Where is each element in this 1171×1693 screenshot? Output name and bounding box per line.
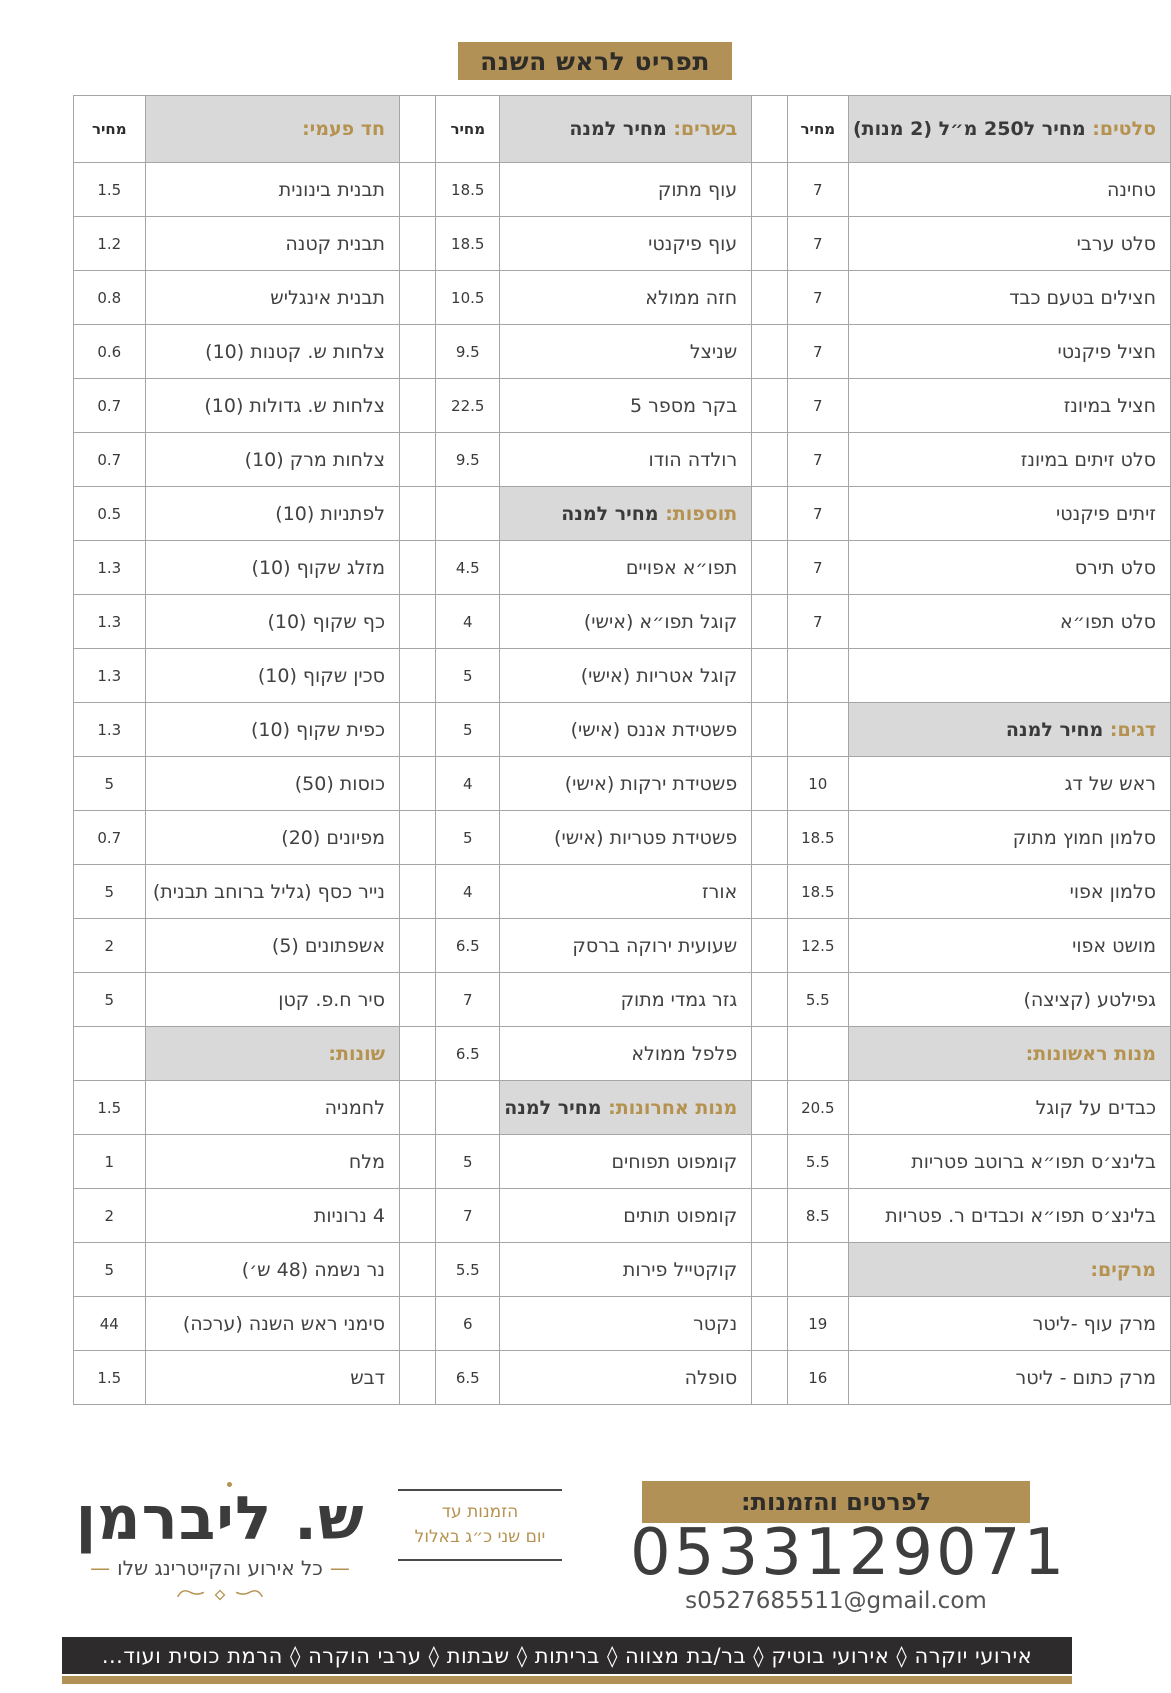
menu-item-name: קוגל תפו״א (אישי) <box>500 595 752 649</box>
menu-item-price: 18.5 <box>436 217 500 271</box>
menu-item-price: 0.7 <box>74 379 146 433</box>
table-row <box>74 649 1171 703</box>
table-row <box>74 865 1171 919</box>
menu-item-price: 0.5 <box>74 487 146 541</box>
menu-item-name: חציל במיונז <box>848 379 1170 433</box>
menu-item-price: 2 <box>74 919 146 973</box>
group-header-rest: מחיר למנה <box>569 118 674 140</box>
column-spacer <box>400 1351 436 1405</box>
menu-item-price: 4.5 <box>436 541 500 595</box>
menu-item-price: 7 <box>787 163 848 217</box>
menu-item-name: קוקטייל פירות <box>500 1243 752 1297</box>
menu-item-price: 1 <box>74 1135 146 1189</box>
menu-item-name: נקטר <box>500 1297 752 1351</box>
brand-block <box>70 1486 370 1608</box>
menu-item-name: קומפוט תפוחים <box>500 1135 752 1189</box>
menu-item-price: 7 <box>787 271 848 325</box>
column-spacer <box>752 757 787 811</box>
menu-item-price: 7 <box>787 487 848 541</box>
table-row <box>74 163 1171 217</box>
page-title: תפריט לראש השנה <box>458 42 732 80</box>
contact-banner: לפרטים והזמנות: <box>642 1481 1030 1523</box>
menu-item-name: סלט תפו״א <box>848 595 1170 649</box>
menu-item-price: 0.7 <box>74 433 146 487</box>
section-header <box>848 1027 1170 1081</box>
section-header-rest: מחיר למנה <box>504 1096 609 1119</box>
group-header-accent: חד פעמי: <box>302 118 386 140</box>
table-row <box>74 811 1171 865</box>
ornament-flourish-icon <box>70 1586 370 1608</box>
section-header-accent: דגים: <box>1109 718 1156 741</box>
menu-item-name: סלט ערבי <box>848 217 1170 271</box>
menu-item-name: מרק כתום - ליטר <box>848 1351 1170 1405</box>
menu-table-host <box>73 95 1171 1405</box>
menu-item-name: דבש <box>145 1351 399 1405</box>
menu-item-name: בלינצ׳ס תפו״א וכבדים ר. פטריות <box>848 1189 1170 1243</box>
menu-item-price: 5 <box>74 865 146 919</box>
column-spacer <box>752 1135 787 1189</box>
menu-item-price: 7 <box>436 973 500 1027</box>
orders-deadline-note <box>398 1489 562 1561</box>
menu-item-name: מרק עוף -ליטר <box>848 1297 1170 1351</box>
section-header-accent: תוספות: <box>665 502 738 525</box>
table-row <box>74 919 1171 973</box>
menu-item-price: 5 <box>74 1243 146 1297</box>
menu-item-name: סכין שקוף (10) <box>145 649 399 703</box>
menu-item-price: 16 <box>787 1351 848 1405</box>
column-spacer <box>400 649 436 703</box>
table-row <box>74 271 1171 325</box>
column-spacer <box>752 1351 787 1405</box>
column-spacer <box>400 487 436 541</box>
group-header-rest: מחיר ל250 מ״ל (2 מנות) <box>852 118 1093 140</box>
empty-name-cell <box>848 649 1170 703</box>
column-spacer <box>752 865 787 919</box>
column-spacer <box>752 919 787 973</box>
column-spacer <box>400 1297 436 1351</box>
menu-item-name: אורז <box>500 865 752 919</box>
column-spacer <box>752 271 787 325</box>
table-row <box>74 487 1171 541</box>
menu-item-price: 5 <box>436 811 500 865</box>
menu-item-price: 7 <box>787 217 848 271</box>
orders-deadline-line2: יום שני כ״ג באלול <box>414 1526 546 1547</box>
menu-item-price: 12.5 <box>787 919 848 973</box>
menu-item-name: גזר גמדי מתוק <box>500 973 752 1027</box>
menu-item-price: 1.5 <box>74 1351 146 1405</box>
menu-item-name: סופלה <box>500 1351 752 1405</box>
column-spacer <box>752 541 787 595</box>
column-spacer <box>752 1297 787 1351</box>
menu-item-price: 7 <box>436 1189 500 1243</box>
column-spacer <box>400 919 436 973</box>
column-spacer <box>752 1081 787 1135</box>
menu-item-name: מזלג שקוף (10) <box>145 541 399 595</box>
table-header-row <box>74 96 1171 163</box>
menu-item-name: פשטידת אננס (אישי) <box>500 703 752 757</box>
section-header-rest: מחיר למנה <box>561 502 666 525</box>
table-row <box>74 703 1171 757</box>
column-spacer <box>400 325 436 379</box>
menu-item-price: 20.5 <box>787 1081 848 1135</box>
menu-item-price: 6.5 <box>436 1027 500 1081</box>
table-row <box>74 1243 1171 1297</box>
menu-item-price: 10.5 <box>436 271 500 325</box>
menu-item-name: זיתים פיקנטי <box>848 487 1170 541</box>
menu-item-name: כוסות (50) <box>145 757 399 811</box>
menu-item-price: 5 <box>436 649 500 703</box>
menu-item-price: 8.5 <box>787 1189 848 1243</box>
menu-item-price: 5.5 <box>436 1243 500 1297</box>
gold-strip-decoration <box>62 1676 1072 1684</box>
column-spacer <box>400 96 436 163</box>
menu-item-price: 0.8 <box>74 271 146 325</box>
menu-item-name: קוגל אטריות (אישי) <box>500 649 752 703</box>
menu-item-name: סימני ראש השנה (ערכה) <box>145 1297 399 1351</box>
menu-item-price: 5 <box>74 757 146 811</box>
services-bar: אירועי יוקרה ◊ אירועי בוטיק ◊ בר/בת מצווה ◊ בריתות ◊ שבתות ◊ ערבי הוקרה ◊ הרמת כוסית ועוד... <box>62 1637 1072 1674</box>
group-header-salads <box>848 96 1170 163</box>
menu-item-price: 6.5 <box>436 919 500 973</box>
section-header-price-cell <box>787 1243 848 1297</box>
empty-price-cell <box>787 649 848 703</box>
section-header-price-cell <box>74 1027 146 1081</box>
menu-item-price: 18.5 <box>787 811 848 865</box>
menu-item-price: 5 <box>436 1135 500 1189</box>
column-spacer <box>400 811 436 865</box>
menu-item-price: 6.5 <box>436 1351 500 1405</box>
menu-item-price: 1.5 <box>74 163 146 217</box>
menu-item-name: נר נשמה (48 ש׳) <box>145 1243 399 1297</box>
menu-item-price: 2 <box>74 1189 146 1243</box>
menu-item-price: 5.5 <box>787 1135 848 1189</box>
menu-item-name: ראש של דג <box>848 757 1170 811</box>
price-column-header: מחיר <box>74 96 146 163</box>
menu-item-name: מושט אפוי <box>848 919 1170 973</box>
menu-item-price: 4 <box>436 595 500 649</box>
menu-item-price: 1.3 <box>74 703 146 757</box>
group-header-meats <box>500 96 752 163</box>
menu-table <box>73 95 1171 1405</box>
table-row <box>74 1027 1171 1081</box>
menu-item-name: אשפתונים (5) <box>145 919 399 973</box>
table-row <box>74 595 1171 649</box>
menu-item-name: עוף פיקנטי <box>500 217 752 271</box>
section-header <box>848 1243 1170 1297</box>
menu-item-name: סלמון חמוץ מתוק <box>848 811 1170 865</box>
section-header <box>500 1081 752 1135</box>
column-spacer <box>752 1027 787 1081</box>
menu-item-name: פשטידת ירקות (אישי) <box>500 757 752 811</box>
menu-item-name: חזה ממולא <box>500 271 752 325</box>
menu-item-price: 5 <box>74 973 146 1027</box>
menu-item-price: 7 <box>787 595 848 649</box>
menu-item-name: לחמניה <box>145 1081 399 1135</box>
menu-item-name: תבנית בינונית <box>145 163 399 217</box>
section-header-price-cell <box>436 1081 500 1135</box>
section-header <box>145 1027 399 1081</box>
section-header-rest: מחיר למנה <box>1005 718 1110 741</box>
brand-logo: ש. ליברמן <box>75 1484 365 1554</box>
menu-item-name: טחינה <box>848 163 1170 217</box>
column-spacer <box>400 1135 436 1189</box>
menu-item-price: 1.3 <box>74 595 146 649</box>
menu-item-price: 22.5 <box>436 379 500 433</box>
section-header-accent: מנות אחרונות: <box>608 1096 738 1119</box>
menu-item-price: 5 <box>436 703 500 757</box>
group-header-disposables <box>145 96 399 163</box>
menu-item-name: צלחות ש. גדולות (10) <box>145 379 399 433</box>
menu-item-name: סלמון אפוי <box>848 865 1170 919</box>
table-row <box>74 379 1171 433</box>
email-address: s0527685511@gmail.com <box>685 1588 987 1614</box>
menu-item-price: 18.5 <box>787 865 848 919</box>
menu-item-price: 4 <box>436 757 500 811</box>
menu-item-price: 7 <box>787 325 848 379</box>
table-row <box>74 1351 1171 1405</box>
table-row <box>74 217 1171 271</box>
menu-item-name: צלחות ש. קטנות (10) <box>145 325 399 379</box>
column-spacer <box>400 217 436 271</box>
price-column-header: מחיר <box>436 96 500 163</box>
column-spacer <box>400 379 436 433</box>
column-spacer <box>400 1243 436 1297</box>
menu-item-name: עוף מתוק <box>500 163 752 217</box>
menu-item-name: 4 נרוניות <box>145 1189 399 1243</box>
column-spacer <box>752 379 787 433</box>
table-row <box>74 433 1171 487</box>
menu-item-price: 5.5 <box>787 973 848 1027</box>
menu-item-price: 6 <box>436 1297 500 1351</box>
menu-item-name: בלינצ׳ס תפו״א ברוטב פטריות <box>848 1135 1170 1189</box>
menu-item-name: רולדה הודו <box>500 433 752 487</box>
section-header-price-cell <box>436 487 500 541</box>
column-spacer <box>400 541 436 595</box>
column-spacer <box>752 433 787 487</box>
menu-item-name: חציל פיקנטי <box>848 325 1170 379</box>
menu-item-name: כף שקוף (10) <box>145 595 399 649</box>
menu-item-name: חצילים בטעם כבד <box>848 271 1170 325</box>
menu-item-name: שניצל <box>500 325 752 379</box>
column-spacer <box>752 217 787 271</box>
menu-item-price: 19 <box>787 1297 848 1351</box>
phone-number: 0533129071 <box>630 1516 1068 1590</box>
table-row <box>74 1135 1171 1189</box>
column-spacer <box>752 973 787 1027</box>
menu-item-price: 1.2 <box>74 217 146 271</box>
menu-item-name: מלח <box>145 1135 399 1189</box>
menu-item-name: שעועית ירוקה ברסק <box>500 919 752 973</box>
column-spacer <box>752 649 787 703</box>
table-row <box>74 757 1171 811</box>
table-row <box>74 1081 1171 1135</box>
menu-item-price: 7 <box>787 379 848 433</box>
menu-item-price: 9.5 <box>436 433 500 487</box>
menu-item-name: נייר כסף (גליל ברוחב תבנית) <box>145 865 399 919</box>
menu-item-price: 0.6 <box>74 325 146 379</box>
menu-item-name: כבדים על קוגל <box>848 1081 1170 1135</box>
column-spacer <box>752 1243 787 1297</box>
column-spacer <box>752 595 787 649</box>
menu-item-name: סיר ח.פ. קטן <box>145 973 399 1027</box>
menu-item-name: בקר מספר 5 <box>500 379 752 433</box>
section-header <box>500 487 752 541</box>
menu-item-price: 7 <box>787 541 848 595</box>
menu-item-name: סלט תירס <box>848 541 1170 595</box>
table-row <box>74 541 1171 595</box>
column-spacer <box>400 163 436 217</box>
group-header-accent: בשרים: <box>673 118 738 140</box>
menu-item-price: 1.3 <box>74 649 146 703</box>
column-spacer <box>400 1081 436 1135</box>
menu-item-price: 44 <box>74 1297 146 1351</box>
column-spacer <box>752 1189 787 1243</box>
column-spacer <box>752 487 787 541</box>
menu-item-name: צלחות מרק (10) <box>145 433 399 487</box>
menu-item-price: 1.5 <box>74 1081 146 1135</box>
menu-item-price: 10 <box>787 757 848 811</box>
section-header-accent: מנות ראשונות: <box>1025 1042 1156 1065</box>
menu-item-name: תבנית אינגליש <box>145 271 399 325</box>
table-row <box>74 325 1171 379</box>
menu-item-price: 4 <box>436 865 500 919</box>
column-spacer <box>400 433 436 487</box>
table-row <box>74 1297 1171 1351</box>
menu-item-price: 1.3 <box>74 541 146 595</box>
column-spacer <box>752 325 787 379</box>
section-header-price-cell <box>787 703 848 757</box>
column-spacer <box>400 703 436 757</box>
menu-item-name: קומפוט תותים <box>500 1189 752 1243</box>
column-spacer <box>752 811 787 865</box>
menu-item-name: פלפל ממולא <box>500 1027 752 1081</box>
table-row <box>74 1189 1171 1243</box>
group-header-accent: סלטים: <box>1092 118 1156 140</box>
section-header <box>848 703 1170 757</box>
column-spacer <box>752 163 787 217</box>
menu-item-price: 0.7 <box>74 811 146 865</box>
menu-item-price: 9.5 <box>436 325 500 379</box>
column-spacer <box>400 595 436 649</box>
menu-item-name: לפתניות (10) <box>145 487 399 541</box>
menu-item-price: 18.5 <box>436 163 500 217</box>
section-header-price-cell <box>787 1027 848 1081</box>
column-spacer <box>400 865 436 919</box>
menu-item-name: גפילטע (קציצה) <box>848 973 1170 1027</box>
column-spacer <box>400 973 436 1027</box>
menu-item-name: תפו״א אפויים <box>500 541 752 595</box>
menu-item-name: כפית שקוף (10) <box>145 703 399 757</box>
brand-tagline: — כל אירוע והקייטרינג שלו — <box>70 1556 370 1580</box>
menu-item-name: סלט זיתים במיונז <box>848 433 1170 487</box>
column-spacer <box>752 96 787 163</box>
price-column-header: מחיר <box>787 96 848 163</box>
column-spacer <box>400 1027 436 1081</box>
table-row <box>74 973 1171 1027</box>
section-header-accent: שונות: <box>328 1042 386 1065</box>
menu-item-name: תבנית קטנה <box>145 217 399 271</box>
column-spacer <box>400 757 436 811</box>
column-spacer <box>400 1189 436 1243</box>
orders-deadline-line1: הזמנות עד <box>441 1502 519 1522</box>
column-spacer <box>752 703 787 757</box>
column-spacer <box>400 271 436 325</box>
menu-item-price: 7 <box>787 433 848 487</box>
section-header-accent: מרקים: <box>1090 1258 1156 1281</box>
menu-item-name: פשטידת פטריות (אישי) <box>500 811 752 865</box>
menu-item-name: מפיונים (20) <box>145 811 399 865</box>
